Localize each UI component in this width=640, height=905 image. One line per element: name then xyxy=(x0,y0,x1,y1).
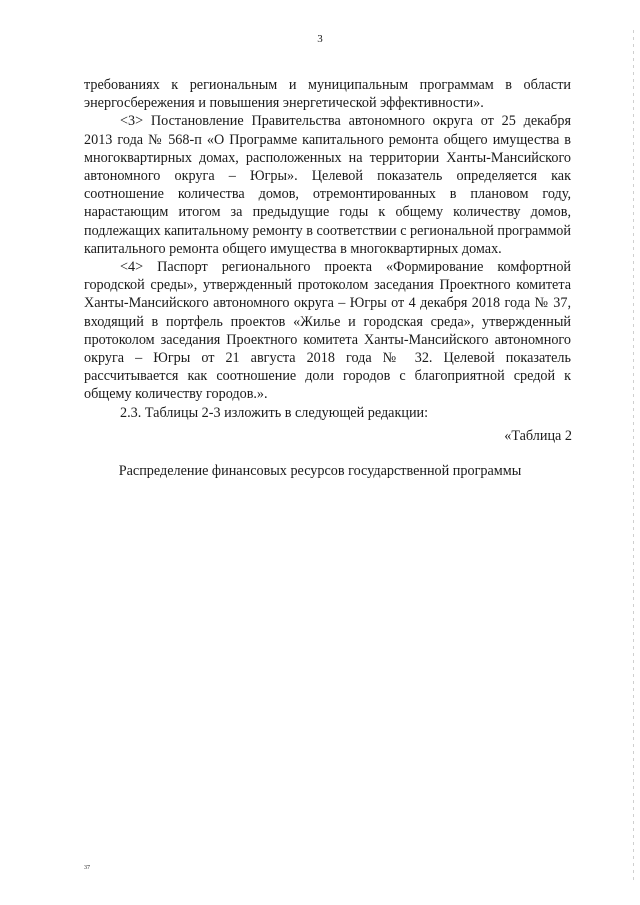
footer-mark: 37 xyxy=(84,865,90,871)
body-text xyxy=(84,76,571,422)
footnote-3-paragraph: <3> Постановление Правительства автономного округа от 25 декабря 2013 года № 568-п «О Программе капитального ремонта общего имущества в многоквартирных домах, расположенных на территории Ханты-Мансийского автономного округа – Югры». Целевой показатель определяется как соотношение количества домов, отремонтированных в плановом году, нарастающим итогом за предыдущие годы к общему количеству домов, подлежащих капитальному ремонту в соответствии с региональной программой капитального ремонта общего имущества в многоквартирных домах. xyxy=(84,113,571,257)
footnote-4-paragraph: <4> Паспорт регионального проекта «Формирование комфортной городской среды», утвержденный протоколом заседания Проектного комитета Ханты-Мансийского автономного округа – Югры от 4 декабря 2018 года № 37, входящий в портфель проектов «Жилье и городская среда», утвержденный протоколом заседания Проектного комитета Ханты-Мансийского автономного округа – Югры от 21 августа 2018 года № 32. Целевой показатель рассчитывается как соотношение доли городов с благоприятной средой к общему количеству городов.». xyxy=(84,259,571,403)
scan-edge-line xyxy=(633,30,634,880)
table-caption: «Таблица 2 xyxy=(504,428,572,444)
table-heading: Распределение финансовых ресурсов государственной программы xyxy=(118,463,522,479)
amendment-paragraph: 2.3. Таблицы 2-3 изложить в следующей редакции: xyxy=(120,404,429,421)
page-number: 3 xyxy=(317,33,323,45)
paragraph-continuation: требованиях к региональным и муниципальным программам в области энергосбережения и повышения энергетической эффективности». xyxy=(84,77,571,112)
